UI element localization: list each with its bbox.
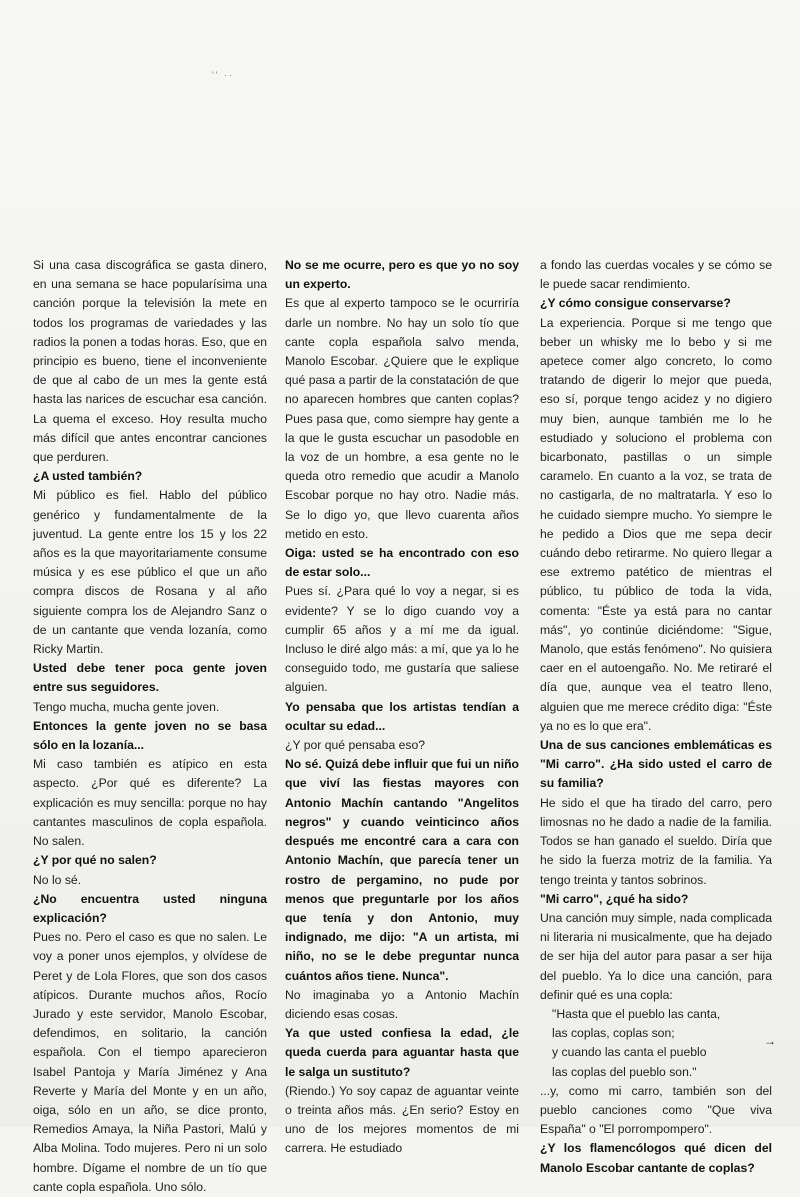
interview-question: ¿Y por qué no salen? xyxy=(33,853,157,868)
interview-question: Entonces la gente joven no se basa sólo en la lozanía... xyxy=(33,718,267,753)
interview-question: ¿Y los flamencólogos qué dicen del Manolo Escobar cantante de coplas? xyxy=(540,1141,772,1175)
interview-question: No se me ocurre, pero es que yo no soy un experto. xyxy=(285,258,519,292)
interview-answer: He sido el que ha tirado del carro, pero limosnas no he dado a nadie de la familia. Todos se han ganado el sueldo. Diría que he sido la fuerza motriz de la familia. Ya tengo treinta y tantos sobrinos. xyxy=(540,795,772,887)
interview-question: Yo pensaba que los artistas tendían a ocultar su edad... xyxy=(285,699,519,733)
interview-question: Oiga: usted se ha encontrado con eso de estar solo... xyxy=(285,546,519,580)
verse-line: "Hasta que el pueblo las canta, xyxy=(552,1006,721,1021)
verse-line: las coplas del pueblo son." xyxy=(552,1064,697,1079)
interview-answer: Mi público es fiel. Hablo del público genérico y fundamentalmente de la juventud. La gente entre los 15 y los 22 años es la que mayoritariamente consume música y es ese público el que un año compra discos de Rosana y al año siguiente compra los de Alejandro Sanz o de un cantante que venda lozanía, como Ricky Martin. xyxy=(33,488,267,657)
interview-answer: Una canción muy simple, nada complicada ni literaria ni musicalmente, que ha dejado de ser hija del autor para pasar a ser hija del pueblo. Ya lo dice una canción, para definir qué es una copla: xyxy=(540,910,772,1002)
interview-question: "Mi carro", ¿qué ha sido? xyxy=(540,891,689,906)
column-2 xyxy=(285,256,519,1159)
continue-arrow-icon: → xyxy=(764,1034,776,1048)
interview-answer: ...y, como mi carro, también son del pueblo canciones como "Que viva España" o "El porrompompero". xyxy=(540,1083,772,1137)
interview-question: ¿No encuentra usted ninguna explicación? xyxy=(33,891,267,925)
interview-answer: Tengo mucha, mucha gente joven. xyxy=(33,699,220,714)
interview-answer: (Riendo.) Yo soy capaz de aguantar veinte o treinta años más. ¿En serio? Estoy en uno de los mejores momentos de mi carrera. He estudiado xyxy=(285,1083,519,1156)
print-marks: '' ·· xyxy=(212,70,234,80)
interview-answer: Es que al experto tampoco se le ocurriría darle un nombre. No hay un solo tío que cante copla española salvo menda, Manolo Escobar. ¿Quiere que le explique qué pasa a partir de la constatación de que no aparecen hombres que canten coplas? Pues pasa que, como siempre hay gente a la que le gusta escuchar un pasodoble en la voz de un hombre, a esa gente no le queda otro remedio que acudir a Manolo Escobar porque no hay otro. Nadie más. Se lo digo yo, que llevo cuarenta años metido en esto. xyxy=(285,296,519,541)
interview-question: Usted debe tener poca gente joven entre sus seguidores. xyxy=(33,661,267,695)
interview-answer: No lo sé. xyxy=(33,872,82,887)
interview-answer: La experiencia. Porque si me tengo que beber un whisky me lo bebo y si me apetece comer algo concreto, lo como tratando de digerir lo mejor que pueda, eso sí, porque tengo acidez y no digiero muy bien, aunque también me lo he estudiado y soluciono el problema con bicarbonato, pastillas o un simple caramelo. En cuanto a la voz, se trata de no castigarla, de no maltratarla. Y eso lo he cuidado siempre mucho. Yo siempre le he pedido a Dios que me sepa decir cuándo debo retirarme. No quiero llegar a ese extremo patético de mientras el público, tu público de toda la vida, comenta: "Éste ya está para no cantar más", yo continúe diciéndome: "Sigue, Manolo, que estás fenómeno". No quisiera caer en el autoengaño. No. Me retiraré el día que, aunque vea el teatro lleno, alguien que me merece crédito diga: "Éste ya no es lo que era". xyxy=(540,315,772,733)
interview-answer: Pues no. Pero el caso es que no salen. Le voy a poner unos ejemplos, y olvídese de Peret y de Lola Flores, que son dos casos atípicos. Durante muchos años, Rocío Jurado y este servidor, Manolo Escobar, defendimos, en solitario, la canción española. Con el tiempo aparecieron Isabel Pantoja y María Jiménez y Ana Reverte y María del Monte y en un año, oiga, sólo en un año, se dice pronto, Remedios Amaya, la Niña Pastori, Malú y Alba Molina. Todo mujeres. Pero ni un solo hombre. Dígame el nombre de un tío que cante copla española. Uno sólo. xyxy=(33,930,267,1194)
interview-answer: ¿Y por qué pensaba eso? xyxy=(285,738,426,753)
verse-line: y cuando las canta el pueblo xyxy=(552,1045,707,1060)
interview-answer: No imaginaba yo a Antonio Machín diciendo esas cosas. xyxy=(285,987,519,1021)
interview-answer: Si una casa discográfica se gasta dinero, en una semana se hace popularísima una canción porque la televisión la mete en todos los programas de variedades y las radios la ponen a todas horas. Eso, que en principio es bueno, tiene el inconveniente de que al cabo de un mes la gente está hasta las narices de escuchar esa canción. La quema el exceso. Hoy resulta mucho más difícil que antes encontrar canciones que perduren. xyxy=(33,258,267,465)
interview-question: Una de sus canciones emblemáticas es "Mi carro". ¿Ha sido usted el carro de su familia? xyxy=(540,738,772,791)
interview-answer: Mi caso también es atípico en esta aspecto. ¿Por qué es diferente? La explicación es muy sencilla: porque no hay cantantes masculinos de copla española. No salen. xyxy=(33,757,267,849)
interview-answer: a fondo las cuerdas vocales y se cómo se le puede sacar rendimiento. xyxy=(540,258,772,292)
interview-answer: Pues sí. ¿Para qué lo voy a negar, si es evidente? Y se lo digo cuando voy a cumplir 65 años y a mí me da igual. Incluso le diré algo más: a mí, que ya lo he conseguido todo, me gustaría que saliese alguien. xyxy=(285,584,519,695)
interview-question: ¿Y cómo consigue conservarse? xyxy=(540,296,731,311)
interview-question: No sé. Quizá debe influir que fui un niño que viví las fiestas mayores con Antonio Machín cantando "Angelitos negros" y cuando veinticinco años después me encontré cara a cara con Antonio Machín, que parecía tener un rostro de pergamino, no pude por menos que preguntarle por los años que tenía y don Antonio, muy indignado, me dijo: "A un artista, mi niño, no se le debe preguntar nunca cuántos años tiene. Nunca". xyxy=(285,757,519,983)
column-1 xyxy=(33,256,267,1197)
interview-question: Ya que usted confiesa la edad, ¿le queda cuerda para aguantar hasta que le salga un sustituto? xyxy=(285,1026,519,1079)
verse-line: las coplas, coplas son; xyxy=(552,1026,675,1041)
column-3 xyxy=(540,256,772,1178)
interview-question: ¿A usted también? xyxy=(33,469,143,484)
